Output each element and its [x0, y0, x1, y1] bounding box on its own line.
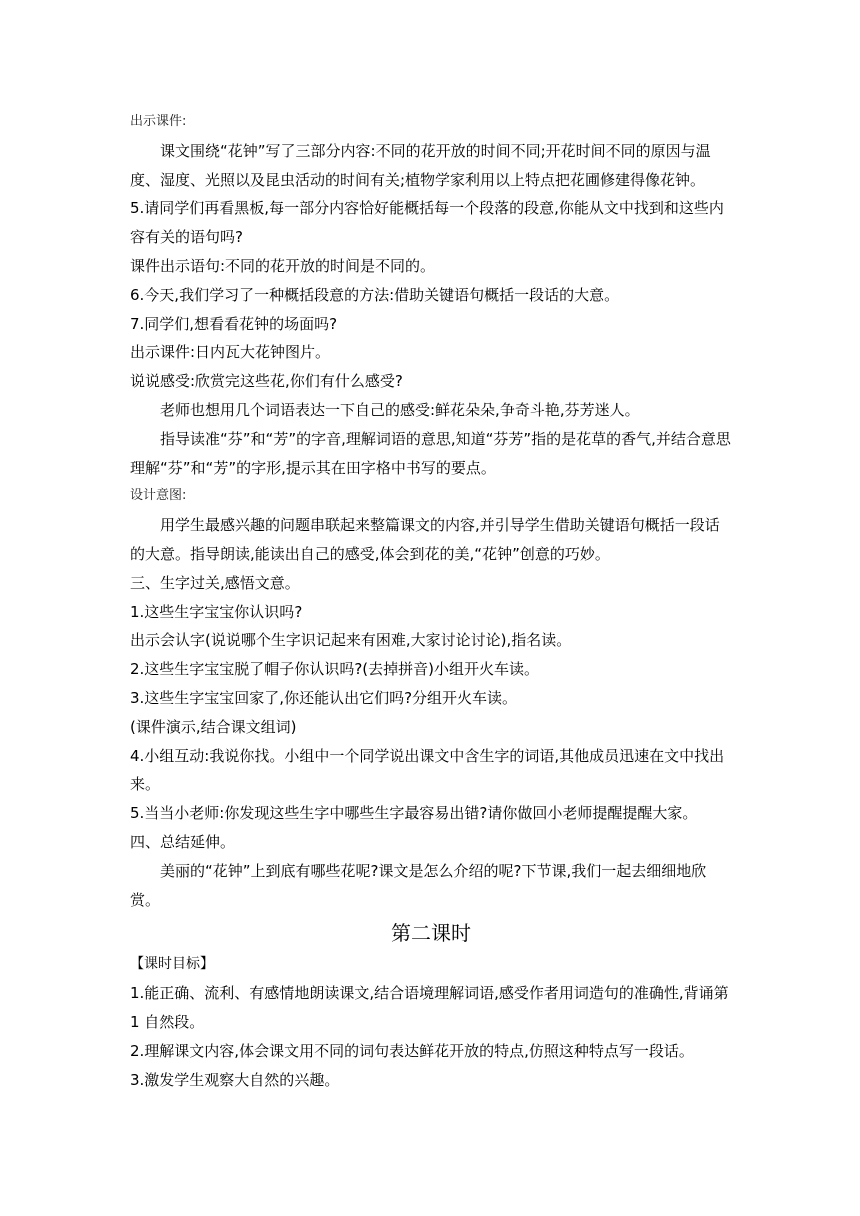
paragraph: 指导读准“芬”和“芳”的字音,理解词语的意思,知道“芬芳”指的是花草的香气,并结合意思理解“芬”和“芳”的字形,提示其在田字格中书写的要点。 — [130, 429, 731, 477]
goals-list — [130, 979, 732, 1094]
paragraph: 出示课件: — [130, 114, 187, 129]
paragraph: 四、总结延伸。 — [130, 832, 236, 851]
goal-item: 1.能正确、流利、有感情地朗读课文,结合语境理解词语,感受作者用词造句的准确性,背诵第 1 自然段。 — [130, 984, 729, 1031]
paragraph: 出示课件:日内瓦大花钟图片。 — [130, 343, 331, 362]
document-body — [130, 108, 732, 1094]
goal-item: 3.激发学生观察大自然的兴趣。 — [130, 1070, 340, 1089]
goal-item: 2.理解课文内容,体会课文用不同的词句表达鲜花开放的特点,仿照这种特点写一段话。 — [130, 1041, 694, 1060]
paragraph: 课件出示语句:不同的花开放的时间是不同的。 — [130, 256, 436, 275]
paragraph: 美丽的“花钟”上到底有哪些花呢?课文是怎么介绍的呢?下节课,我们一起去细细地欣赏。 — [130, 861, 707, 909]
paragraph: 设计意图: — [130, 488, 187, 504]
lesson-paragraphs — [130, 108, 732, 914]
paragraph: 用学生最感兴趣的问题串联起来整篇课文的内容,并引导学生借助关键语句概括一段话的大意。指导朗读,能读出自己的感受,体会到花的美,“花钟”创意的巧妙。 — [130, 516, 720, 563]
paragraph: 4.小组互动:我说你找。小组中一个同学说出课文中含生字的词语,其他成员迅速在文中找出来。 — [130, 746, 725, 794]
paragraph: (课件演示,结合课文组词) — [130, 717, 297, 736]
paragraph: 3.这些生字宝宝回家了,你还能认出它们吗?分组开火车读。 — [130, 688, 518, 707]
paragraph: 5.当当小老师:你发现这些生字中哪些生字最容易出错?请你做回小老师提醒提醒大家。 — [130, 804, 698, 823]
paragraph: 课文围绕“花钟”写了三部分内容:不同的花开放的时间不同;开花时间不同的原因与温度、湿度、光照以及昆虫活动的时间有关;植物学家利用以上特点把花圃修建得像花钟。 — [130, 141, 711, 189]
paragraph: 1.这些生字宝宝你认识吗? — [130, 602, 303, 621]
paragraph: 6.今天,我们学习了一种概括段意的方法:借助关键语句概括一段话的大意。 — [130, 285, 620, 304]
goals-label: 【课时目标】 — [130, 956, 214, 973]
paragraph: 三、生字过关,感悟文意。 — [130, 573, 300, 592]
paragraph: 说说感受:欣赏完这些花,你们有什么感受? — [130, 372, 403, 391]
paragraph: 老师也想用几个词语表达一下自己的感受:鲜花朵朵,争奇斗艳,芬芳迷人。 — [160, 400, 640, 419]
paragraph: 7.同学们,想看看花钟的场面吗? — [130, 314, 338, 333]
section-title: 第二课时 — [391, 921, 471, 946]
paragraph: 出示会认字(说说哪个生字识记起来有困难,大家讨论讨论),指名读。 — [130, 631, 572, 650]
paragraph: 5.请同学们再看黑板,每一部分内容恰好能概括每一个段落的段意,你能从文中找到和这些内容有关的语句吗? — [130, 199, 724, 247]
paragraph: 2.这些生字宝宝脱了帽子你认识吗?(去掉拼音)小组开火车读。 — [130, 660, 539, 679]
